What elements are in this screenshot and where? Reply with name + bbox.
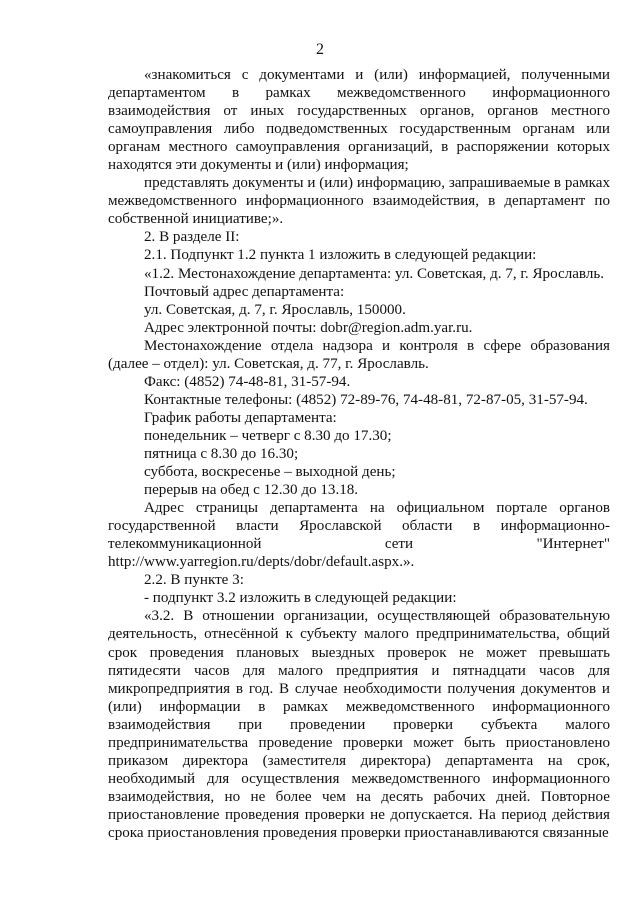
- paragraph-subclause-3-2-text: «3.2. В отношении организации, осуществляющей образовательную деятельность, отнесённой к субъекту малого предпринимательства, общий срок проведения плановых выездных проверок не может превышать пятидесяти часов для малого предприятия и пятнадцати часов для микропредприятия в год. В случае необходимости получения документов и (или) информации в рамках межведомственного информационного взаимодействия при проведении проверки субъекта малого предпринимательства проведение проверки может быть приостановлено приказом директора (заместителя директора) департамента на срок, необходимый для осуществления межведомственного информационного взаимодействия, но не более чем на десять рабочих дней. Повторное приостановление проведения проверки не допускается. На период действия срока приостановления проведения проверки приостанавливаются связанные: [108, 608, 610, 841]
- paragraph-clause-2-2: 2.2. В пункте 3:: [144, 572, 244, 589]
- paragraph-postal-address: ул. Советская, д. 7, г. Ярославль, 150000.: [144, 301, 406, 318]
- paragraph-control-department-location: Местонахождение отдела надзора и контроля в сфере образования (далее – отдел): ул. Советская, д. 77, г. Ярославль.: [108, 337, 610, 372]
- paragraph-rights-receive-documents: «знакомиться с документами и (или) информацией, полученными департаментом в рамках межведомственного информационного взаимодействия от иных государственных органов, органов местного самоуправления либо подведомственных государственным органам или органам местного самоуправления организаций, в распоряжении которых находятся эти документы и (или) информация;: [108, 67, 610, 174]
- page-number: 2: [316, 41, 324, 58]
- paragraph-fax: Факс: (4852) 74-48-81, 31-57-94.: [144, 373, 351, 390]
- paragraph-phones: Контактные телефоны: (4852) 72-89-76, 74-48-81, 72-87-05, 31-57-94.: [144, 391, 588, 408]
- paragraph-location: «1.2. Местонахождение департамента: ул. Советская, д. 7, г. Ярославль.: [144, 265, 605, 282]
- paragraph-postal-address-label: Почтовый адрес департамента:: [144, 283, 345, 300]
- paragraph-schedule-mon-thu: понедельник – четверг с 8.30 до 17.30;: [144, 427, 392, 444]
- paragraph-section-2-heading: 2. В разделе II:: [144, 229, 240, 246]
- paragraph-subclause-2-1: 2.1. Подпункт 1.2 пункта 1 изложить в следующей редакции:: [144, 247, 537, 264]
- paragraph-email: Адрес электронной почты: dobr@region.adm.yar.ru.: [144, 319, 473, 336]
- paragraph-portal-address: Адрес страницы департамента на официальном портале органов государственной власти Ярославской области в информационно-телекоммуникационной сети "Интернет" http://www.yarregion.ru/depts/dobr/default.aspx.».: [108, 500, 610, 571]
- paragraph-rights-submit-documents: представлять документы и (или) информацию, запрашиваемые в рамках межведомственного информационного взаимодействия, в департамент по собственной инициативе;».: [108, 175, 610, 228]
- paragraph-schedule-weekend: суббота, воскресенье – выходной день;: [144, 464, 396, 481]
- paragraph-schedule-friday: пятница с 8.30 до 16.30;: [144, 445, 299, 462]
- paragraph-subclause-3-2-intro: - подпункт 3.2 изложить в следующей редакции:: [144, 590, 457, 607]
- paragraph-lunch-break: перерыв на обед с 12.30 до 13.18.: [144, 482, 359, 499]
- document-body: [108, 66, 610, 842]
- paragraph-schedule-heading: График работы департамента:: [144, 409, 337, 426]
